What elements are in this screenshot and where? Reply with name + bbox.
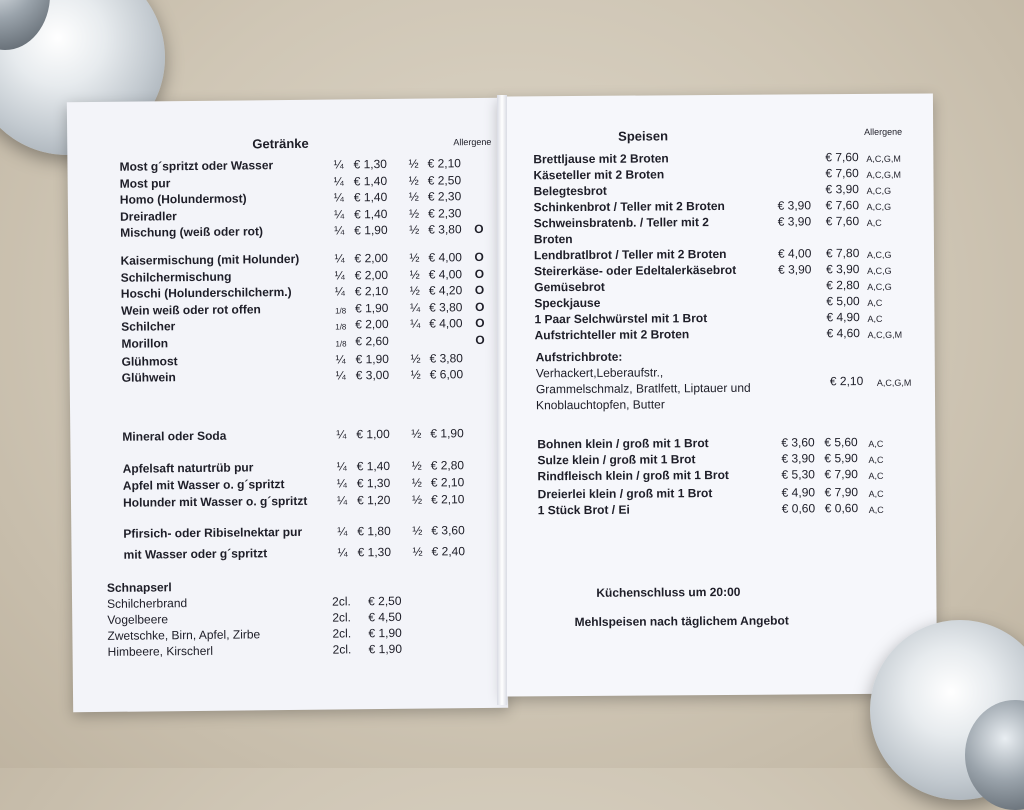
drink-size: ¼: [336, 459, 347, 474]
dish-name: 1 Paar Selchwürstel mit 1 Brot: [534, 311, 708, 327]
drink-size: ¼: [410, 316, 421, 331]
drink-price: € 4,00: [429, 316, 463, 331]
dish-price: € 0,60: [824, 501, 859, 516]
drink-price: € 3,00: [355, 367, 390, 383]
allergen-circle: O: [474, 221, 484, 237]
spreads-line: Grammelschmalz, Bratlfett, Liptauer und: [535, 380, 751, 397]
drink-size: ½: [411, 426, 422, 441]
drink-name: Glühmost: [121, 354, 178, 369]
allergen-codes: A,C: [868, 504, 884, 515]
drink-price: € 3,60: [431, 523, 465, 538]
drink-size: ¼: [335, 352, 346, 367]
kitchen-closing: Küchenschluss um 20:00: [596, 584, 741, 600]
allergen-codes: A,C: [868, 470, 884, 481]
allergen-circle: O: [474, 249, 484, 265]
dish-name: Belegtesbrot: [533, 183, 607, 199]
drink-size: ½: [409, 283, 420, 298]
drink-size: ¼: [337, 524, 348, 539]
drink-size: 1/8: [335, 322, 347, 332]
drink-price: € 3,80: [428, 222, 462, 237]
allergen-codes: A,C: [868, 438, 884, 449]
drink-price: € 2,40: [431, 544, 466, 559]
drink-size: ½: [411, 458, 422, 473]
drink-price: € 4,00: [428, 267, 463, 282]
drink-price: € 1,90: [355, 351, 390, 367]
allergen-codes: A,C,G,M: [866, 169, 901, 180]
drink-price: € 2,00: [354, 250, 388, 266]
drink-size: ½: [408, 173, 419, 188]
drink-price: € 1,30: [356, 475, 391, 491]
dish-name: Brettljause mit 2 Broten: [533, 151, 669, 167]
drink-size: ¼: [333, 207, 345, 222]
drink-name: Pfirsich- oder Ribiselnektar pur: [123, 524, 303, 541]
drink-size: ¼: [336, 427, 347, 442]
allergene-label: Allergene: [864, 126, 903, 137]
drink-size: ¼: [335, 368, 346, 383]
allergen-codes: A,C,G: [866, 185, 892, 196]
shaker-cap: [965, 700, 1024, 810]
dish-price-small: € 5,30: [781, 467, 815, 482]
drink-price: € 2,80: [430, 458, 465, 473]
drink-price: € 1,40: [353, 173, 388, 189]
drink-size: ½: [411, 492, 423, 507]
dish-price: € 7,60: [825, 214, 860, 229]
drink-name: Dreiradler: [119, 209, 177, 224]
dish-price: € 3,90: [825, 182, 859, 197]
spreads-line: Verhackert,Leberaufstr.,: [535, 365, 664, 381]
dish-name: Steirerkäse- oder Edeltalerkäsebrot: [534, 262, 737, 279]
schnaps-name: Zwetschke, Birn, Apfel, Zirbe: [107, 627, 261, 643]
drink-size: ½: [408, 189, 419, 204]
allergene-label: Allergene: [453, 136, 492, 148]
drink-price: € 2,10: [427, 156, 461, 171]
spreads-heading: Aufstrichbrote:: [535, 349, 623, 365]
dish-price-small: € 4,90: [781, 485, 816, 500]
drink-size: ½: [412, 523, 423, 538]
schnaps-size: 2cl.: [332, 594, 351, 609]
schnaps-size: 2cl.: [332, 626, 352, 641]
schnaps-size: 2cl.: [332, 642, 352, 657]
dish-price: € 7,60: [825, 150, 859, 165]
drink-size: ¼: [333, 157, 344, 172]
drink-price: € 1,40: [353, 206, 388, 222]
drink-size: ¼: [409, 300, 421, 315]
drink-size: ¼: [336, 476, 347, 491]
dish-name: Broten: [533, 232, 573, 247]
allergen-codes: A,C,G,M: [867, 329, 903, 340]
schnaps-size: 2cl.: [332, 610, 352, 625]
drink-price: € 1,90: [354, 222, 388, 238]
dish-price: € 7,90: [824, 467, 858, 482]
drink-price: € 4,00: [428, 250, 462, 265]
drink-size: ½: [409, 222, 420, 237]
drink-size: ½: [411, 475, 422, 490]
drinks-heading: Getränke: [252, 135, 309, 152]
drink-size: ¼: [333, 174, 344, 189]
dish-price: € 7,90: [824, 485, 859, 500]
drink-price: € 2,00: [355, 316, 389, 332]
allergen-codes: A,C,G: [866, 201, 892, 212]
dish-price-small: € 3,90: [777, 198, 812, 213]
drink-size: ¼: [334, 251, 345, 266]
drink-price: € 1,30: [357, 544, 392, 560]
drink-price: € 1,20: [356, 492, 391, 508]
drink-name: Mineral oder Soda: [122, 428, 227, 444]
dish-name: 1 Stück Brot / Ei: [537, 502, 630, 518]
dish-price-small: € 0,60: [781, 501, 816, 516]
dish-price: € 4,60: [826, 326, 860, 341]
drink-price: € 2,10: [430, 492, 465, 507]
drink-price: € 1,80: [357, 523, 391, 539]
dish-name: Bohnen klein / groß mit 1 Brot: [537, 436, 709, 452]
drink-size: ½: [412, 544, 423, 559]
drink-name: Apfel mit Wasser o. g´spritzt: [122, 477, 285, 493]
drink-size: ¼: [333, 190, 344, 205]
spreads-line: Knoblauchtopfen, Butter: [535, 397, 665, 413]
allergen-circle: O: [475, 332, 485, 348]
allergen-codes: A,C,G,M: [866, 153, 901, 164]
allergen-codes: A,C,G: [867, 281, 892, 292]
drink-name: Schilcher: [121, 319, 176, 334]
drink-size: ¼: [334, 268, 345, 283]
desserts-note: Mehlspeisen nach täglichem Angebot: [574, 613, 789, 630]
drink-price: € 1,40: [353, 189, 388, 205]
allergen-codes: A,C: [868, 454, 884, 465]
drink-price: € 6,00: [429, 367, 464, 382]
drink-price: € 4,20: [428, 283, 463, 298]
drink-size: ½: [408, 156, 419, 171]
drink-name: Mischung (weiß oder rot): [120, 224, 263, 240]
drink-size: ½: [410, 367, 421, 382]
dish-price: € 5,00: [826, 294, 860, 309]
drink-price: € 1,90: [430, 426, 464, 441]
schnaps-name: Schilcherbrand: [107, 596, 188, 611]
dish-price-small: € 4,00: [777, 246, 812, 261]
drink-name: Homo (Holundermost): [119, 191, 247, 207]
dish-price: € 2,80: [826, 278, 860, 293]
schnaps-price: € 2,50: [368, 593, 402, 609]
drink-price: € 3,80: [428, 300, 463, 315]
drink-size: ½: [409, 250, 420, 265]
drink-price: € 2,30: [427, 189, 462, 204]
allergen-codes: A,C: [867, 313, 883, 324]
drink-size: ½: [410, 351, 421, 366]
dish-name: Aufstrichteller mit 2 Broten: [534, 327, 690, 343]
drink-price: € 2,10: [354, 283, 389, 299]
drink-price: € 3,80: [429, 351, 464, 366]
drink-name: Kaisermischung (mit Holunder): [120, 251, 300, 268]
allergen-codes: A,C: [866, 217, 882, 228]
spreads-price: € 2,10: [829, 373, 864, 389]
drink-price: € 2,50: [427, 173, 462, 188]
dish-name: Lendbratlbrot / Teller mit 2 Broten: [533, 246, 727, 263]
drink-name: Morillon: [121, 336, 169, 351]
drink-price: € 2,00: [354, 267, 389, 283]
allergen-codes: A,C,G: [867, 265, 892, 276]
drink-name: Wein weiß oder rot offen: [120, 302, 261, 318]
food-heading: Speisen: [618, 128, 669, 144]
dish-name: Schinkenbrot / Teller mit 2 Broten: [533, 198, 725, 215]
dish-price: € 4,90: [826, 310, 860, 325]
drink-name: Hoschi (Holunderschilcherm.): [120, 284, 292, 301]
dish-name: Gemüsebrot: [534, 279, 605, 295]
dish-price: € 5,60: [824, 435, 858, 450]
allergen-codes: A,C,G,M: [876, 377, 912, 388]
dish-price: € 7,60: [825, 198, 860, 213]
drink-name: Most g´spritzt oder Wasser: [119, 158, 274, 174]
dish-price: € 5,90: [824, 451, 858, 466]
allergen-codes: A,C,G: [866, 249, 892, 260]
schnaps-name: Vogelbeere: [107, 612, 169, 627]
schnaps-price: € 1,90: [368, 625, 402, 641]
dish-name: Schweinsbratenb. / Teller mit 2: [533, 215, 709, 231]
allergen-codes: A,C: [867, 297, 883, 308]
drink-price: € 2,10: [430, 475, 465, 490]
allergen-circle: O: [474, 282, 485, 298]
drink-name: Apfelsaft naturtrüb pur: [122, 460, 254, 476]
drink-name: Glühwein: [121, 370, 176, 385]
dish-price: € 7,60: [825, 166, 859, 181]
drink-size: ¼: [334, 284, 345, 299]
dish-price: € 7,80: [825, 246, 860, 261]
drink-price: € 2,60: [355, 333, 389, 349]
drink-price: € 1,40: [356, 458, 391, 474]
allergen-circle: O: [475, 315, 485, 331]
schnaps-name: Himbeere, Kirscherl: [107, 643, 214, 659]
drink-size: ¼: [334, 223, 345, 238]
drink-size: 1/8: [335, 339, 347, 349]
schnaps-price: € 1,90: [368, 641, 403, 657]
drink-price: € 1,90: [354, 300, 389, 316]
dish-price-small: € 3,90: [777, 214, 812, 229]
drink-name: Holunder mit Wasser o. g´spritzt: [122, 493, 308, 510]
dish-price: € 3,90: [826, 262, 860, 277]
schnaps-heading: Schnapserl: [106, 580, 172, 595]
drink-name: mit Wasser oder g´spritzt: [123, 546, 268, 562]
drink-name: Most pur: [119, 176, 171, 191]
dish-price-small: € 3,90: [778, 262, 812, 277]
dish-name: Sulze klein / groß mit 1 Brot: [537, 452, 696, 468]
allergen-circle: O: [474, 266, 485, 282]
drink-price: € 2,30: [427, 206, 462, 221]
drink-price: € 1,00: [356, 426, 390, 442]
dish-price-small: € 3,90: [781, 451, 815, 466]
dish-price-small: € 3,60: [781, 435, 815, 450]
drink-size: ½: [408, 206, 420, 221]
dish-name: Käseteller mit 2 Broten: [533, 167, 665, 183]
allergen-codes: A,C: [868, 488, 884, 499]
drink-size: 1/8: [335, 306, 347, 316]
drink-price: € 1,30: [353, 156, 387, 172]
allergen-circle: O: [474, 299, 485, 315]
drink-name: Schilchermischung: [120, 269, 232, 285]
drink-size: ¼: [337, 545, 348, 560]
dish-name: Dreierlei klein / groß mit 1 Brot: [537, 486, 713, 502]
dish-name: Rindfleisch klein / groß mit 1 Brot: [537, 467, 729, 484]
drink-size: ½: [409, 267, 420, 282]
dish-name: Speckjause: [534, 295, 601, 311]
schnaps-price: € 4,50: [368, 609, 402, 625]
drink-size: ¼: [336, 493, 348, 508]
